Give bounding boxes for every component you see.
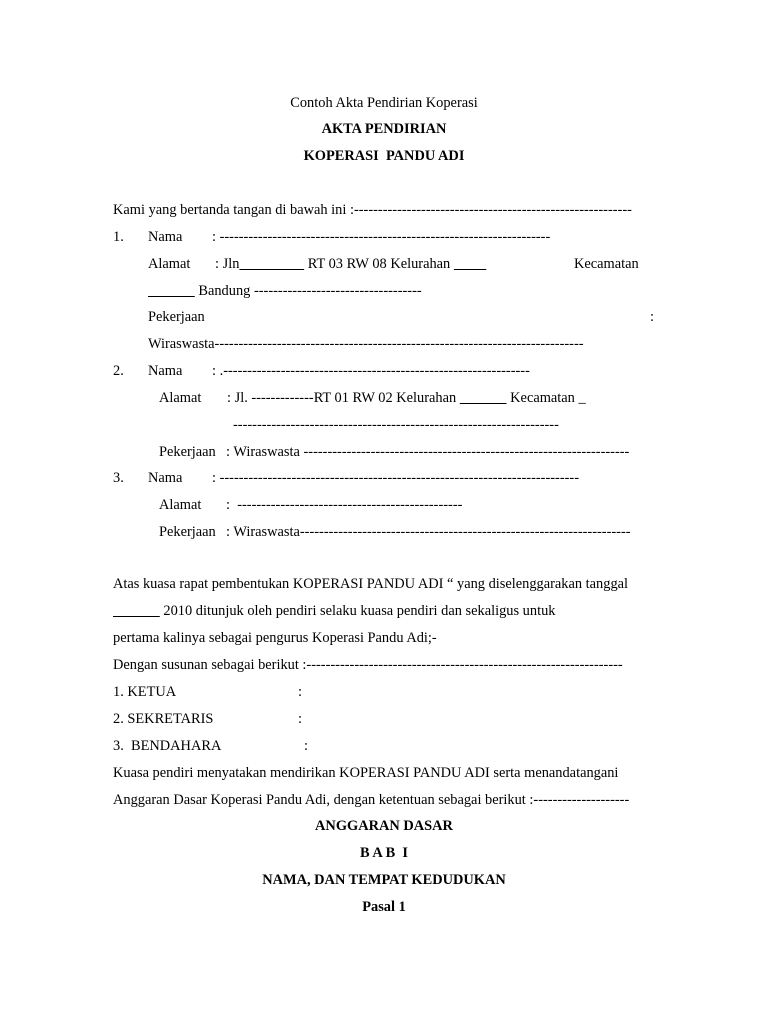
- member-1-number: 1.: [113, 229, 124, 245]
- anggaran-dasar-title: ANGGARAN DASAR: [315, 818, 453, 834]
- member-1-kecamatan-label: Kecamatan: [574, 256, 639, 272]
- pengurus-ketua-label: 1. KETUA: [113, 684, 177, 700]
- kuasa-line-1: Atas kuasa rapat pembentukan KOPERASI PANDU ADI “ yang diselenggarakan tanggal: [113, 576, 629, 592]
- closing-line-1: Kuasa pendiri menyatakan mendirikan KOPERASI PANDU ADI serta menandatangani: [113, 765, 619, 781]
- member-1-nama-label: Nama: [148, 229, 183, 245]
- member-3-pekerjaan-label: Pekerjaan: [159, 524, 216, 540]
- member-2-alamat-line: : Jl. -------------RT 01 RW 02 Kelurahan Kecamatan _: [227, 390, 586, 406]
- member-2-nama-label: Nama: [148, 363, 183, 379]
- member-2-nama-value: : .----------------------------------------------------------------: [212, 363, 530, 379]
- member-2-pekerjaan-label: Pekerjaan: [159, 444, 216, 460]
- member-1-pekerjaan-label: Pekerjaan: [148, 309, 205, 325]
- member-3-pekerjaan-value: : Wiraswasta---------------------------------------------------------------------: [226, 524, 631, 540]
- member-2-alamat-line-2: --------------------------------------------------------------------: [233, 417, 559, 433]
- pengurus-ketua-colon: :: [298, 684, 302, 700]
- member-3-nama-label: Nama: [148, 470, 183, 486]
- kuasa-line-2: 2010 ditunjuk oleh pendiri selaku kuasa pendiri dan sekaligus untuk: [113, 602, 555, 620]
- pengurus-bendahara-label: 3. BENDAHARA: [113, 738, 222, 754]
- bab-heading: B A B I: [360, 845, 408, 861]
- member-3-alamat-label: Alamat: [159, 497, 202, 513]
- member-3-nama-value: : ---------------------------------------------------------------------------: [212, 470, 580, 486]
- member-2-number: 2.: [113, 363, 124, 379]
- pengurus-sekretaris-colon: :: [298, 711, 302, 727]
- pengurus-bendahara-colon: :: [304, 738, 308, 754]
- member-2-pekerjaan-value: : Wiraswasta --------------------------------------------------------------------: [226, 444, 630, 460]
- closing-line-2: Anggaran Dasar Koperasi Pandu Adi, dengan ketentuan sebagai berikut :--------------------: [113, 792, 630, 808]
- document-title: AKTA PENDIRIAN: [321, 121, 447, 137]
- pengurus-sekretaris-label: 2. SEKRETARIS: [113, 711, 214, 727]
- kuasa-date-blank: [113, 603, 160, 619]
- member-3-alamat-value: : -----------------------------------------------: [226, 497, 463, 513]
- document-example-title: Contoh Akta Pendirian Koperasi: [290, 95, 478, 111]
- member-1-alamat-line: : Jln RT 03 RW 08 Kelurahan: [215, 255, 486, 273]
- document-subtitle: KOPERASI PANDU ADI: [303, 148, 465, 164]
- member-3-number: 3.: [113, 470, 124, 486]
- bab-title: NAMA, DAN TEMPAT KEDUDUKAN: [262, 872, 506, 888]
- member-1-kelurahan-blank: [454, 256, 486, 272]
- member-1-kecamatan-blank: [148, 283, 195, 299]
- member-1-nama-value: : ---------------------------------------------------------------------: [212, 229, 551, 245]
- member-1-pekerjaan-colon: :: [650, 309, 654, 325]
- member-2-kelurahan-blank: [460, 390, 507, 406]
- member-2-alamat-label: Alamat: [159, 390, 202, 406]
- member-1-alamat-label: Alamat: [148, 256, 191, 272]
- susunan-intro: Dengan susunan sebagai berikut :------------------------------------------------------------------: [113, 657, 623, 673]
- intro-line: Kami yang bertanda tangan di bawah ini :----------------------------------------------------------: [113, 202, 632, 218]
- pasal-heading: Pasal 1: [362, 899, 406, 915]
- member-1-alamat-line-2: Bandung -----------------------------------: [148, 282, 422, 300]
- member-1-pekerjaan-value: Wiraswasta-----------------------------------------------------------------------------: [148, 336, 584, 352]
- member-1-street-blank: [239, 256, 304, 272]
- kuasa-line-3: pertama kalinya sebagai pengurus Koperasi Pandu Adi;-: [113, 630, 437, 646]
